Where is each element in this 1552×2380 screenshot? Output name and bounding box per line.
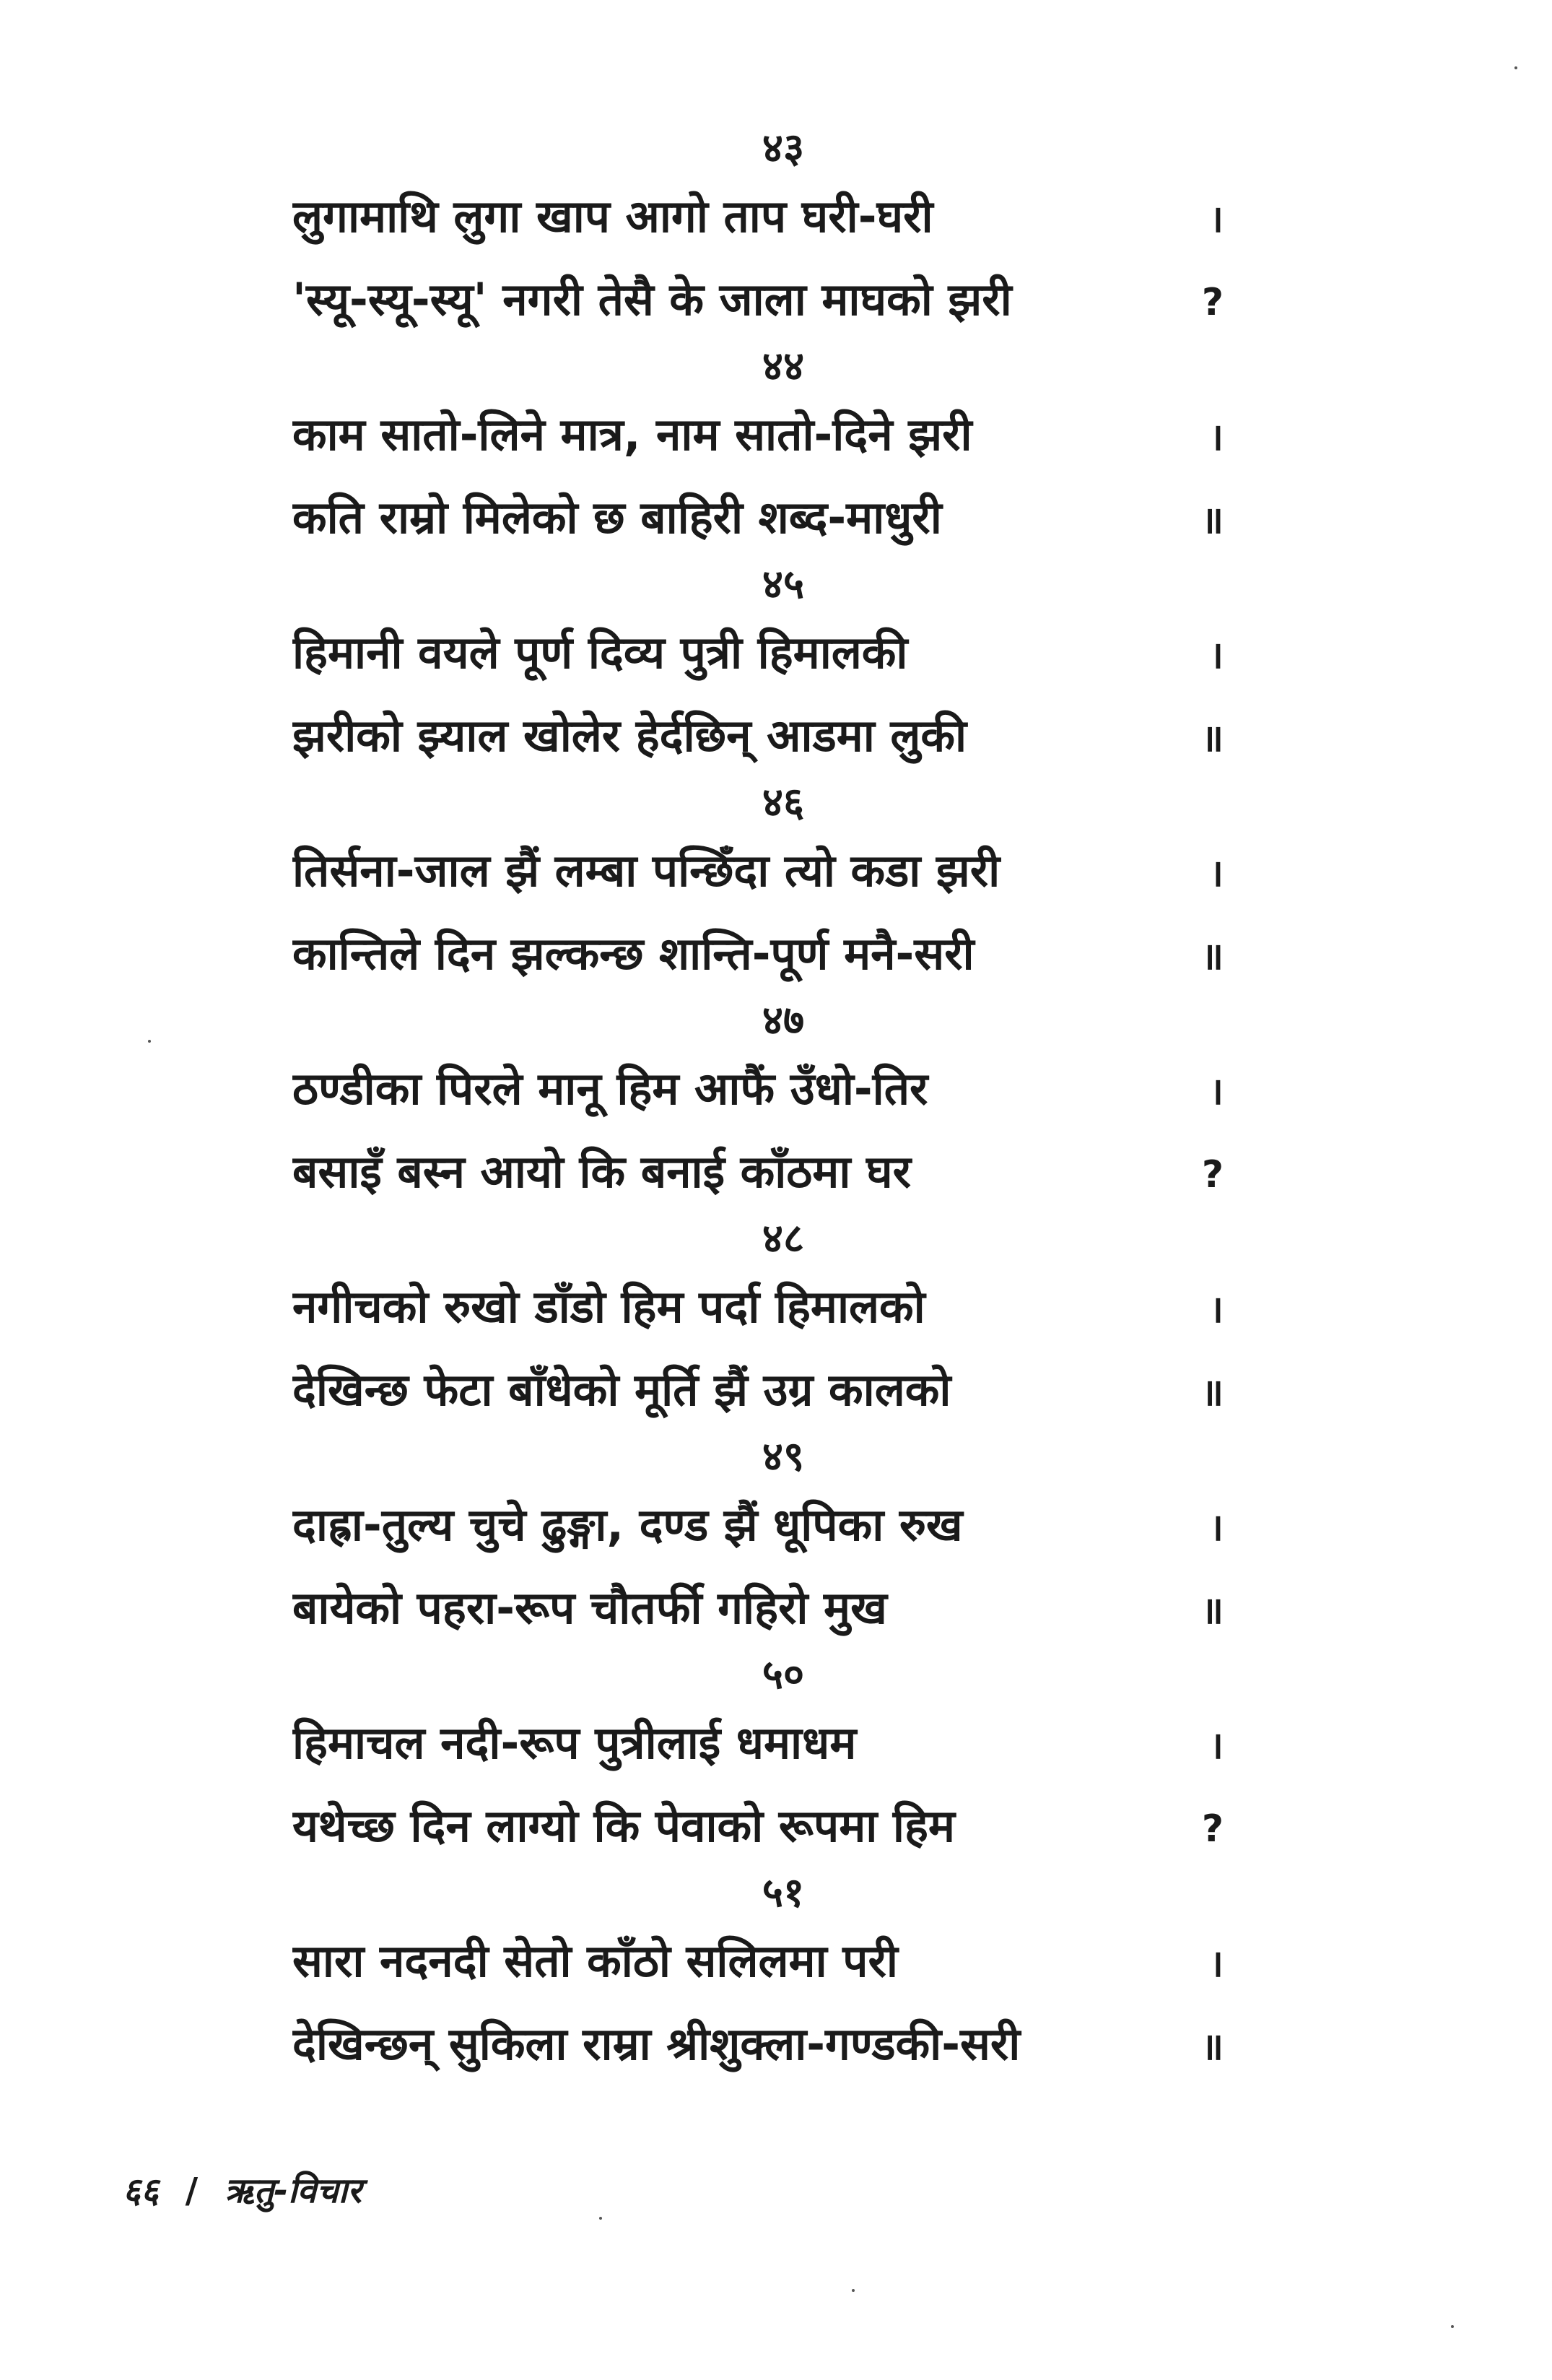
verse-line-end-mark: । xyxy=(1209,1070,1224,1113)
verse-line-end-mark: ॥ xyxy=(1200,717,1224,760)
verse-line-text: कति राम्रो मिलेको छ बाहिरी शब्द-माधुरी xyxy=(292,491,942,544)
verse-line xyxy=(292,393,1224,476)
verse-line-end-mark: ॥ xyxy=(1200,1371,1224,1415)
book-title: ऋतु-विचार xyxy=(224,2171,362,2211)
verse-line-end-mark: । xyxy=(1209,634,1224,677)
verse-line xyxy=(292,1701,1224,1784)
verse-line-end-mark: ? xyxy=(1201,1153,1224,1196)
verse-line-text: कान्तिले दिन झल्कन्छ शान्ति-पूर्ण मनै-सरी xyxy=(292,927,975,980)
scan-speck xyxy=(1514,66,1517,69)
verse-number: ४५ xyxy=(762,561,805,608)
verse-number: ४८ xyxy=(762,1215,805,1262)
verse-number: ४४ xyxy=(762,343,805,390)
verse-line-text: झरीको झ्याल खोलेर हेर्दछिन् आडमा लुकी xyxy=(292,709,967,762)
verse-line xyxy=(292,1265,1224,1348)
verse-line xyxy=(292,1784,1224,1867)
verse-line xyxy=(292,175,1224,258)
verse-line xyxy=(292,1566,1224,1649)
verse-line-text: नगीचको रुखो डाँडो हिम पर्दा हिमालको xyxy=(292,1280,925,1333)
footer-separator: / xyxy=(185,2171,199,2211)
verse-number: ४७ xyxy=(762,997,805,1044)
verse-number: ४९ xyxy=(762,1433,805,1480)
verse-line xyxy=(292,694,1224,777)
verse-line-text: दाह्रा-तुल्य चुचे ढुङ्गा, दण्ड झैं धूपिका रुख xyxy=(292,1498,963,1551)
verse-line-text: देखिन्छ फेटा बाँधेको मूर्ति झैं उग्र कालको xyxy=(292,1363,951,1416)
verse-line xyxy=(292,611,1224,694)
verse-line-text: यथेच्छ दिन लाग्यो कि पेवाको रूपमा हिम xyxy=(292,1799,955,1852)
verse-line-text: देखिन्छन् सुकिला राम्रा श्रीशुक्ला-गण्डकी-सरी xyxy=(292,2018,1021,2070)
verse-line xyxy=(292,1348,1224,1431)
verse-line xyxy=(292,476,1224,559)
verse-line-end-mark: ॥ xyxy=(1200,1589,1224,1633)
verse xyxy=(292,123,1224,341)
verse xyxy=(292,777,1224,995)
verse-line-text: सारा नदनदी सेतो काँठो सलिलमा परी xyxy=(292,1934,898,1987)
verse-line-text: हिमाचल नदी-रूप पुत्रीलाई धमाधम xyxy=(292,1716,857,1769)
verse xyxy=(292,1213,1224,1431)
verse-list xyxy=(292,123,1224,2085)
verse-number: ५१ xyxy=(762,1869,805,1916)
verse-line-end-mark: । xyxy=(1209,1506,1224,1550)
verse-number: ४६ xyxy=(762,779,805,826)
scan-speck xyxy=(1451,2325,1454,2328)
verse xyxy=(292,1431,1224,1649)
verse-line-end-mark: । xyxy=(1209,416,1224,459)
verse-line-text: 'स्यू-स्यू-स्यू' नगरी तेसै के जाला माघको झरी xyxy=(292,273,1012,326)
verse-line-text: तिर्सना-जाल झैं लम्बा पन्छिँदा त्यो कडा झरी xyxy=(292,844,1000,897)
verse xyxy=(292,559,1224,777)
verse-line-end-mark: ? xyxy=(1201,281,1224,324)
verse-line xyxy=(292,2002,1224,2085)
verse-line-end-mark: ॥ xyxy=(1200,499,1224,542)
verse-line-text: बसाइँ बस्न आयो कि बनाई काँठमा घर xyxy=(292,1145,912,1198)
verse-number: ५० xyxy=(762,1651,805,1698)
page-number: ६६ xyxy=(123,2171,159,2211)
verse-line xyxy=(292,1483,1224,1566)
verse xyxy=(292,1867,1224,2085)
verse-line-end-mark: । xyxy=(1209,198,1224,241)
verse-line-text: हिमानी वयले पूर्ण दिव्य पुत्री हिमालकी xyxy=(292,626,908,679)
scan-speck xyxy=(148,1040,151,1043)
verse xyxy=(292,341,1224,559)
verse-line xyxy=(292,1130,1224,1213)
verse-line xyxy=(292,1047,1224,1130)
verse-line xyxy=(292,829,1224,912)
verse xyxy=(292,995,1224,1213)
verse-line-text: लुगामाथि लुगा खाप आगो ताप घरी-घरी xyxy=(292,190,933,243)
verse-line-end-mark: । xyxy=(1209,1942,1224,1986)
verse-line xyxy=(292,1919,1224,2002)
verse-line-end-mark: । xyxy=(1209,1724,1224,1768)
verse xyxy=(292,1649,1224,1867)
scan-speck xyxy=(852,2289,855,2292)
verse-line-end-mark: ? xyxy=(1201,1807,1224,1851)
verse-line-text: काम सातो-लिने मात्र, नाम सातो-दिने झरी xyxy=(292,408,972,461)
verse-line-end-mark: । xyxy=(1209,1288,1224,1332)
verse-line-end-mark: ॥ xyxy=(1200,935,1224,978)
verse-line-end-mark: ॥ xyxy=(1200,2025,1224,2069)
verse-line-text: ठण्डीका पिरले मानू हिम आफैं उँधो-तिर xyxy=(292,1062,928,1115)
verse-line-text: बायेको पहरा-रूप चौतर्फी गहिरो मुख xyxy=(292,1581,887,1634)
verse-number: ४३ xyxy=(762,125,805,172)
scan-speck xyxy=(599,2217,602,2220)
verse-line xyxy=(292,258,1224,341)
verse-line xyxy=(292,912,1224,995)
verse-line-end-mark: । xyxy=(1209,852,1224,895)
page-footer xyxy=(123,2166,362,2213)
